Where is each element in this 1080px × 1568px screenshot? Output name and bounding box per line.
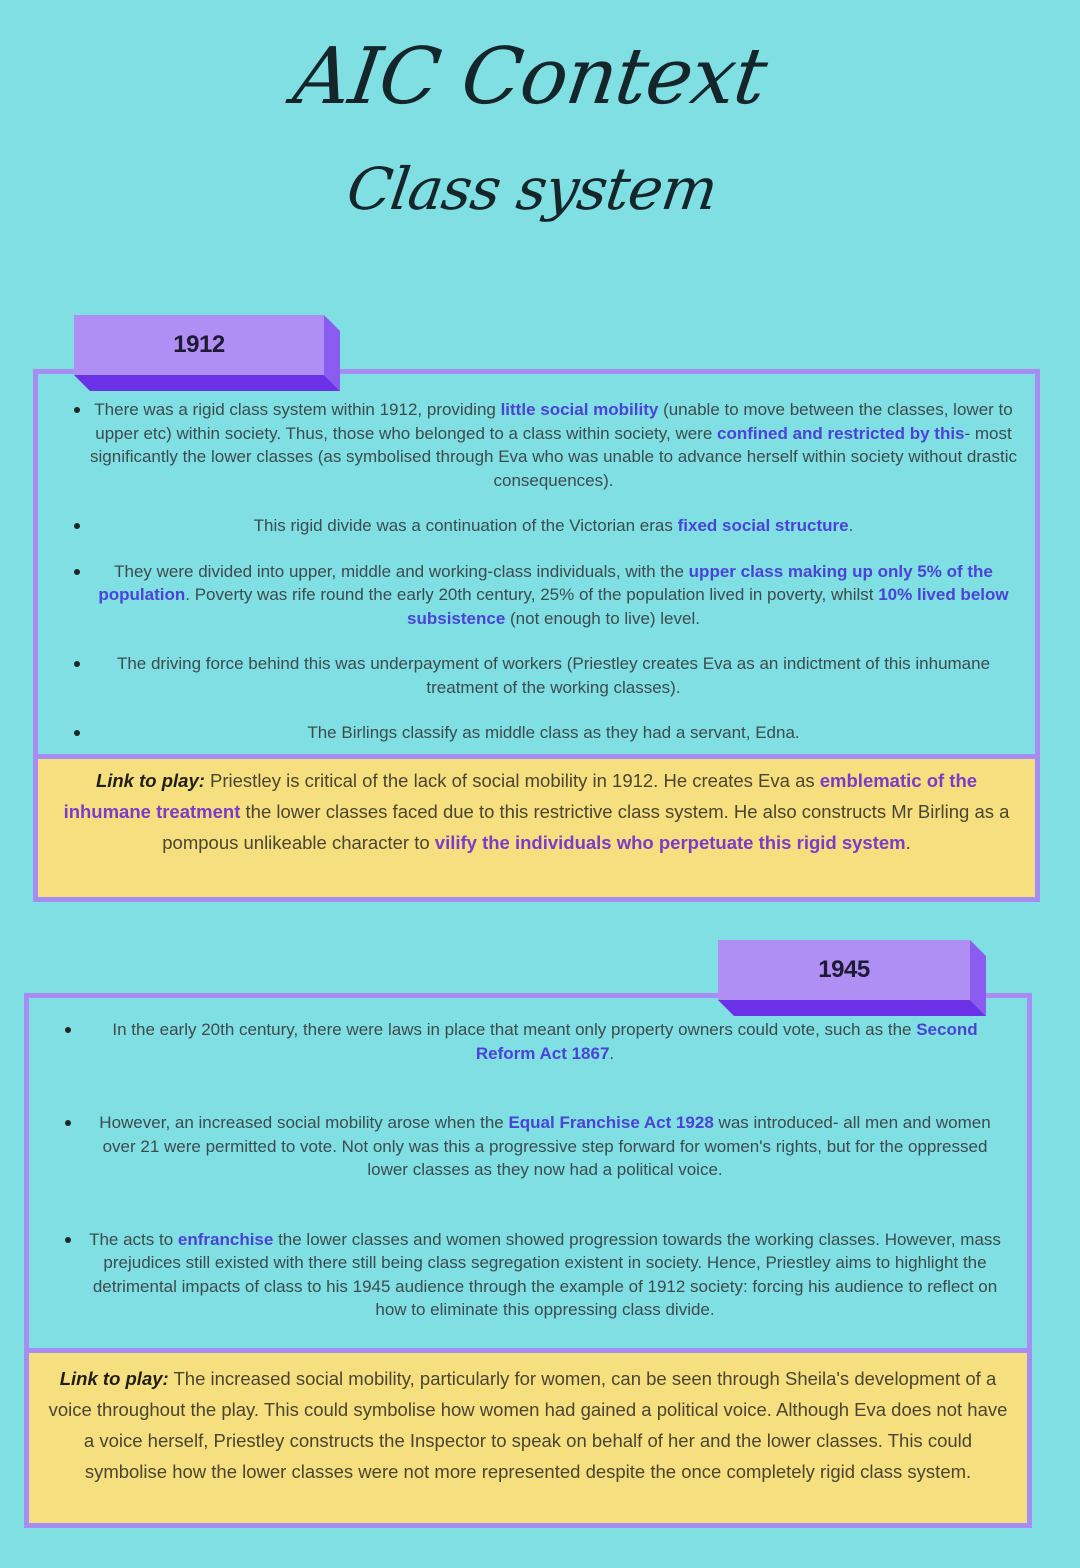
highlighted-phrase: emblematic of the inhumane treatment — [63, 770, 978, 822]
body-text: . — [609, 1043, 615, 1063]
body-text: They were divided into upper, middle and working-class individuals, with the — [114, 561, 689, 581]
highlighted-phrase: enfranchise — [177, 1229, 274, 1249]
body-text: - most significantly the lower classes (as symbolised through Eva who was unable to advance herself within society without drastic consequences). — [90, 423, 1017, 490]
page-title: AIC Context — [288, 32, 772, 122]
link-to-play-1945 — [24, 1348, 1032, 1528]
body-text: the lower classes faced due to this restrictive class system. He also constructs Mr Birling as a pompous unlikeable character to — [162, 801, 1010, 853]
tab-shadow-bottom — [74, 375, 340, 391]
highlighted-phrase: Equal Franchise Act 1928 — [508, 1113, 714, 1132]
year-label: 1912 — [74, 315, 324, 375]
body-text: In the early 20th century, there were laws in place that meant only property owners could vote, such as the — [112, 1020, 917, 1039]
body-text: This rigid divide was a continuation of the Victorian eras — [253, 516, 678, 535]
panel-1945 — [24, 993, 1032, 1353]
highlighted-phrase: vilify the individuals who perpetuate this rigid system — [434, 832, 906, 853]
highlighted-phrase: Second Reform Act 1867 — [475, 1020, 978, 1063]
bullet-list-1945 — [29, 998, 1027, 1322]
bullet-icon — [74, 661, 80, 667]
body-text: However, an increased social mobility arose when the — [99, 1113, 509, 1132]
page-subtitle: Class system — [343, 155, 721, 223]
list-item — [56, 652, 1017, 699]
highlighted-phrase: confined and restricted by this — [717, 423, 965, 443]
bullet-icon — [74, 569, 80, 575]
link-label: Link to play: — [59, 1368, 169, 1389]
body-text: . — [848, 516, 854, 535]
tab-shadow-bottom — [718, 1000, 986, 1016]
list-item — [56, 398, 1017, 492]
bullet-icon — [65, 1027, 71, 1033]
list-item — [47, 1111, 1009, 1182]
body-text: There was a rigid class system within 1912, providing — [94, 400, 501, 419]
list-item — [47, 1018, 1009, 1065]
list-item — [56, 514, 1017, 538]
list-item — [56, 721, 1017, 745]
highlighted-phrase: 10% lived below subsistence — [407, 585, 1009, 628]
body-text: . — [905, 832, 911, 853]
list-item — [56, 560, 1017, 631]
body-text: . Poverty was rife round the early 20th century, 25% of the population lived in poverty, whilst — [185, 585, 879, 604]
year-tab-1912 — [74, 315, 340, 393]
bullet-icon — [65, 1237, 71, 1243]
body-text: Priestley is critical of the lack of social mobility in 1912. He creates Eva as — [204, 770, 820, 791]
body-text: the lower classes and women showed progression towards the working classes. However, mass prejudices still existed with there still being class segregation existent in society. Hence, Priestley aims to highlight the detrimental impacts of class to his 1945 audience through the example of 1912 society: forcing his audience to reflect on how to eliminate this oppressing class divide. — [92, 1229, 1001, 1319]
highlighted-phrase: upper class making up only 5% of the population — [98, 561, 993, 604]
body-text: The Birlings classify as middle class as they had a servant, Edna. — [307, 723, 800, 742]
link-to-play-1912 — [33, 754, 1040, 902]
highlighted-phrase: fixed social structure — [677, 516, 849, 535]
bullet-icon — [74, 407, 80, 413]
bullet-icon — [65, 1120, 71, 1126]
bullet-icon — [74, 523, 80, 529]
link-label: Link to play: — [95, 770, 205, 791]
highlighted-phrase: little social mobility — [500, 400, 659, 419]
body-text: The driving force behind this was underpayment of workers (Priestley creates Eva as an indictment of this inhumane treatment of the working classes). — [116, 654, 991, 697]
body-text: The increased social mobility, particularly for women, can be seen through Sheila's development of a voice throughout the play. This could symbolise how women had gained a political voice. Although Eva does not have a voice herself, Priestley constructs the Inspector to speak on behalf of her and the lower classes. This could symbolise how the lower classes were not more represented despite the once completely rigid class system. — [48, 1368, 1008, 1482]
body-text: was introduced- all men and women over 21 were permitted to vote. Not only was this a progressive step forward for women's rights, but for the oppressed lower classes as they now had a political voice. — [102, 1113, 991, 1179]
bullet-list-1912 — [38, 374, 1035, 745]
list-item — [47, 1228, 1009, 1322]
year-tab-1945 — [718, 940, 986, 1018]
bullet-icon — [74, 730, 80, 736]
year-label: 1945 — [718, 940, 970, 1000]
body-text: (unable to move between the classes, lower to upper etc) within society. Thus, those who belonged to a class within society, were — [95, 400, 1013, 443]
panel-1912 — [33, 369, 1040, 759]
body-text: (not enough to live) level. — [505, 608, 700, 628]
body-text: The acts to — [89, 1229, 178, 1249]
